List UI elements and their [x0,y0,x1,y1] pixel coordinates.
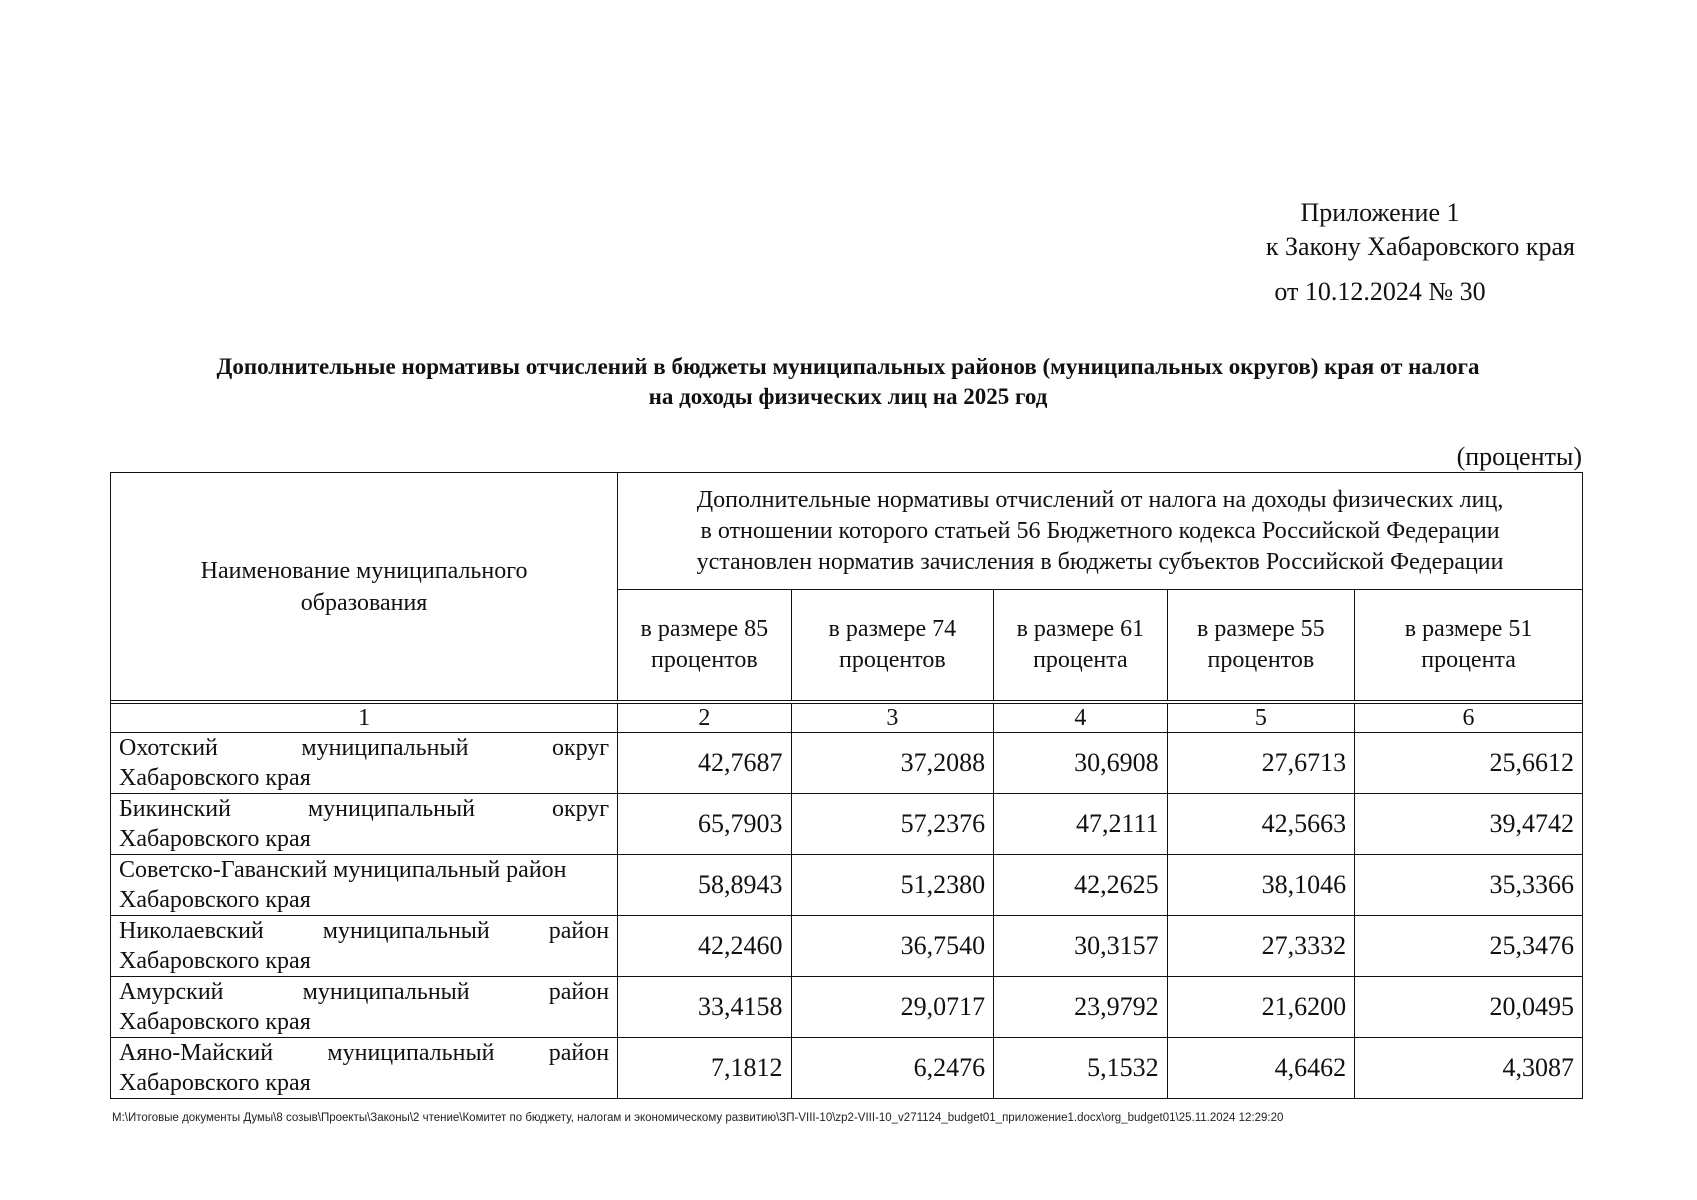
name-word: округ [551,796,610,822]
column-number: 2 [618,704,791,733]
name-word: Бикинский [119,796,231,822]
value-85: 42,2460 [618,916,791,977]
municipality-name-line1 [119,916,609,946]
document-title-line2: на доходы физических лиц на 2025 год [648,384,1048,409]
name-word: Охотский [119,735,218,761]
name-word: муниципальный [327,1040,495,1066]
value-85: 33,4158 [618,977,791,1038]
value-55: 42,5663 [1167,794,1355,855]
column-number: 5 [1167,704,1355,733]
subheader-55 [1167,590,1355,701]
municipality-name-line2: Хабаровского края [119,1070,311,1096]
subheader-line2: процентов [1207,647,1315,673]
value-61: 5,1532 [994,1038,1167,1099]
name-word: Амурский [119,979,224,1005]
value-85: 42,7687 [618,733,791,794]
name-word: муниципальный [322,918,490,944]
subheader-85 [618,590,791,701]
subheader-74 [791,590,994,701]
municipality-name-line1 [119,733,609,763]
value-85: 7,1812 [618,1038,791,1099]
value-85: 65,7903 [618,794,791,855]
header-additional-standards [618,473,1583,590]
name-word: муниципальный [307,796,475,822]
value-55: 4,6462 [1167,1038,1355,1099]
subheader-61 [994,590,1167,701]
value-74: 6,2476 [791,1038,994,1099]
municipality-name [111,916,618,977]
appendix-header [1180,196,1580,309]
document-title-line1: Дополнительные нормативы отчислений в бюджеты муниципальных районов (муниципальных округов) края от налога [216,354,1480,379]
appendix-date: от 10.12.2024 № 30 [1274,277,1486,306]
appendix-law: к Закону Хабаровского края [1265,232,1575,261]
column-number-row [111,704,1583,733]
subheader-line2: процентов [650,647,758,673]
table-row [111,855,1583,916]
document-title [108,352,1588,412]
name-word: район [548,918,610,944]
municipality-name [111,733,618,794]
value-61: 23,9792 [994,977,1167,1038]
municipality-name-line1 [119,794,609,824]
value-74: 29,0717 [791,977,994,1038]
table-row [111,977,1583,1038]
table-header-row [111,473,1583,590]
value-61: 42,2625 [994,855,1167,916]
value-61: 30,3157 [994,916,1167,977]
name-word: муниципальный [301,735,469,761]
value-85: 58,8943 [618,855,791,916]
municipality-name [111,977,618,1038]
value-55: 27,3332 [1167,916,1355,977]
column-number: 1 [111,704,618,733]
value-51: 39,4742 [1355,794,1583,855]
value-55: 21,6200 [1167,977,1355,1038]
subheader-line1: в размере 61 [1016,616,1145,642]
subheader-line2: процентов [839,647,946,673]
name-word: округ [551,735,610,761]
value-55: 27,6713 [1167,733,1355,794]
municipality-name [111,1038,618,1099]
appendix-number: Приложение 1 [1300,198,1460,227]
subheader-51 [1355,590,1583,701]
subheader-line1: в размере 55 [1197,616,1325,642]
column-number: 3 [791,704,994,733]
header-group-line2: в отношении которого статьей 56 Бюджетного кодекса Российской Федерации [700,517,1500,544]
header-group-line1: Дополнительные нормативы отчислений от налога на доходы физических лиц, [696,486,1504,513]
municipality-name [111,855,618,916]
subheader-line2: процента [1033,647,1128,673]
value-74: 51,2380 [791,855,994,916]
value-61: 47,2111 [994,794,1167,855]
municipality-name-line1 [119,977,609,1007]
subheader-line2: процента [1421,647,1516,673]
table-row [111,794,1583,855]
header-group-line3: установлен норматив зачисления в бюджеты субъектов Российской Федерации [696,548,1504,575]
value-51: 25,3476 [1355,916,1583,977]
name-word: муниципальный [302,979,470,1005]
municipality-name-line1 [119,1038,609,1068]
value-51: 4,3087 [1355,1038,1583,1099]
municipality-name-line2: Хабаровского края [119,765,311,791]
file-path-footer: M:\Итоговые документы Думы\8 созыв\Проекты\Законы\2 чтение\Комитет по бюджету, налогам и экономическому развитию\ЗП-VIII-10\zp2-VIII-10_v271124_budget01_приложение1.docx\org_budget01\25.11.2024 12:29:20 [112,1112,1284,1124]
subheader-line1: в размере 85 [640,616,769,642]
subheader-line1: в размере 74 [828,616,957,642]
name-word: район [548,1040,610,1066]
standards-table [110,472,1583,1099]
municipality-name-line2: Хабаровского края [119,1009,311,1035]
name-word: район [548,979,610,1005]
header-name-line1: Наименование муниципального [200,557,528,584]
header-municipality-name [111,473,618,701]
municipality-name [111,794,618,855]
municipality-name-line2: Хабаровского края [119,948,311,974]
name-word: Аяно-Майский [119,1040,274,1066]
column-number: 6 [1355,704,1583,733]
value-55: 38,1046 [1167,855,1355,916]
value-51: 20,0495 [1355,977,1583,1038]
value-74: 57,2376 [791,794,994,855]
value-74: 36,7540 [791,916,994,977]
column-number: 4 [994,704,1167,733]
value-51: 25,6612 [1355,733,1583,794]
name-word: Николаевский [119,918,264,944]
municipality-name-line2: Хабаровского края [119,887,311,913]
value-74: 37,2088 [791,733,994,794]
municipality-name-line2: Хабаровского края [119,826,311,852]
header-name-line2: образования [300,589,428,616]
table-row [111,733,1583,794]
subheader-line1: в размере 51 [1404,616,1533,642]
value-61: 30,6908 [994,733,1167,794]
table-row [111,916,1583,977]
municipality-name-line1: Советско-Гаванский муниципальный район [119,857,567,883]
units-label: (проценты) [1456,442,1582,471]
table-row [111,1038,1583,1099]
value-51: 35,3366 [1355,855,1583,916]
